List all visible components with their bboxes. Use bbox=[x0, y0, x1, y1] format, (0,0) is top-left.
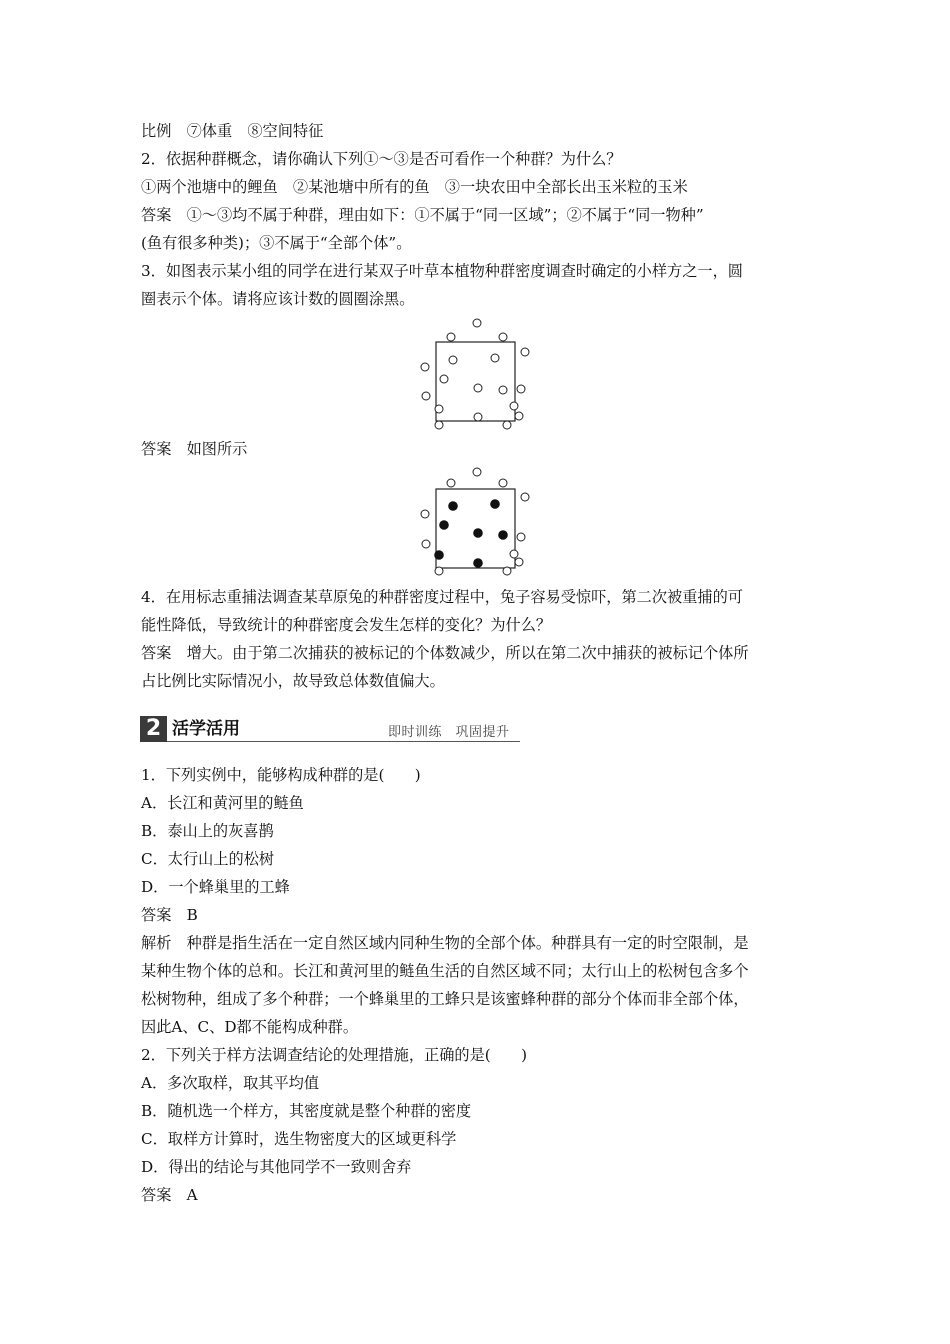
exercise-1-answer: 答案 B bbox=[141, 906, 198, 924]
quadrat-square bbox=[436, 342, 515, 421]
individual-circle bbox=[421, 363, 429, 371]
individual-circle bbox=[499, 479, 507, 487]
individual-circle bbox=[510, 550, 518, 558]
counted-individual bbox=[474, 529, 483, 538]
individual-circle bbox=[515, 558, 523, 566]
counted-individual bbox=[449, 502, 458, 511]
answer-3: 答案 如图所示 bbox=[141, 440, 248, 458]
answer-4-cont: 占比例比实际情况小，故导致总体数值偏大。 bbox=[141, 672, 445, 690]
individual-circle bbox=[473, 468, 481, 476]
individual-circle bbox=[421, 510, 429, 518]
question-3: 3．如图表示某小组的同学在进行某双子叶草本植物种群密度调查时确定的小样方之一，圆 bbox=[141, 262, 743, 280]
individual-circle bbox=[449, 356, 457, 364]
counted-individual bbox=[499, 531, 508, 540]
quadrat-figure-answer bbox=[415, 463, 535, 581]
question-4: 4．在用标志重捕法调查某草原兔的种群密度过程中，兔子容易受惊吓，第二次被重捕的可 bbox=[141, 588, 743, 606]
exercise-1: 1．下列实例中，能够构成种群的是( ) bbox=[141, 766, 421, 784]
question-3-cont: 圈表示个体。请将应该计数的圆圈涂黑。 bbox=[141, 290, 415, 308]
question-2-options: ①两个池塘中的鲤鱼 ②某池塘中所有的鱼 ③一块农田中全部长出玉米粒的玉米 bbox=[141, 178, 688, 196]
individual-circle bbox=[422, 540, 430, 548]
section-title: 活学活用 bbox=[172, 719, 240, 739]
individual-circle bbox=[435, 421, 443, 429]
individual-circle bbox=[517, 385, 525, 393]
counted-individual bbox=[435, 551, 444, 560]
counted-individual bbox=[491, 500, 500, 509]
exercise-2-option-c: C．取样方计算时，选生物密度大的区域更科学 bbox=[141, 1130, 457, 1148]
exercise-2: 2．下列关于样方法调查结论的处理措施，正确的是( ) bbox=[141, 1046, 528, 1064]
exercise-1-analysis-cont: 因此A、C、D都不能构成种群。 bbox=[141, 1018, 359, 1036]
answer-2: 答案 ①～③均不属于种群，理由如下：①不属于“同一区域”；②不属于“同一物种” bbox=[141, 206, 704, 224]
exercise-2-option-d: D．得出的结论与其他同学不一致则舍弃 bbox=[141, 1158, 412, 1176]
individual-circle bbox=[510, 402, 518, 410]
individual-circle bbox=[515, 412, 523, 420]
exercise-1-analysis-cont: 某种生物个体的总和。长江和黄河里的鲢鱼生活的自然区域不同；太行山上的松树包含多个 bbox=[141, 962, 749, 980]
quadrat-figure-question bbox=[415, 314, 535, 434]
question-2: 2．依据种群概念，请你确认下列①～③是否可看作一个种群？为什么？ bbox=[141, 150, 622, 168]
individual-circle bbox=[447, 479, 455, 487]
individual-circle bbox=[499, 386, 507, 394]
exercise-1-option-d: D．一个蜂巢里的工蜂 bbox=[141, 878, 290, 896]
answer-2-cont: (鱼有很多种类)；③不属于“全部个体”。 bbox=[141, 234, 412, 252]
quadrat-square bbox=[436, 489, 515, 568]
section-divider bbox=[167, 741, 520, 742]
individual-circle bbox=[474, 413, 482, 421]
section-banner bbox=[140, 716, 520, 744]
individual-circle bbox=[491, 354, 499, 362]
counted-individual bbox=[440, 521, 449, 530]
exercise-2-answer: 答案 A bbox=[141, 1186, 198, 1204]
individual-circle bbox=[499, 333, 507, 341]
individual-circle bbox=[422, 392, 430, 400]
exercise-2-option-b: B．随机选一个样方，其密度就是整个种群的密度 bbox=[141, 1102, 472, 1120]
individual-circle bbox=[503, 421, 511, 429]
individual-circle bbox=[503, 567, 511, 575]
individual-circle bbox=[521, 493, 529, 501]
individual-circle bbox=[474, 384, 482, 392]
individual-circle bbox=[447, 333, 455, 341]
answer-4: 答案 增大。由于第二次捕获的被标记的个体数减少，所以在第二次中捕获的被标记个体所 bbox=[141, 644, 749, 662]
exercise-1-analysis: 解析 种群是指生活在一定自然区域内同种生物的全部个体。种群具有一定的时空限制，是 bbox=[141, 934, 749, 952]
exercise-1-option-a: A．长江和黄河里的鲢鱼 bbox=[141, 794, 304, 812]
counted-individual bbox=[474, 559, 483, 568]
exercise-2-option-a: A．多次取样，取其平均值 bbox=[141, 1074, 320, 1092]
individual-circle bbox=[517, 533, 525, 541]
section-number-badge: 2 bbox=[140, 716, 167, 742]
text-line: 比例 ⑦体重 ⑧空间特征 bbox=[141, 122, 324, 140]
individual-circle bbox=[435, 405, 443, 413]
exercise-1-option-b: B．泰山上的灰喜鹊 bbox=[141, 822, 274, 840]
individual-circle bbox=[521, 348, 529, 356]
question-4-cont: 能性降低，导致统计的种群密度会发生怎样的变化？为什么？ bbox=[141, 616, 552, 634]
individual-circle bbox=[435, 567, 443, 575]
exercise-1-analysis-cont: 松树物种，组成了多个种群；一个蜂巢里的工蜂只是该蜜蜂种群的部分个体而非全部个体， bbox=[141, 990, 749, 1008]
exercise-1-option-c: C．太行山上的松树 bbox=[141, 850, 275, 868]
individual-circle bbox=[473, 319, 481, 327]
individual-circle bbox=[440, 375, 448, 383]
section-subtitle: 即时训练 巩固提升 bbox=[388, 725, 510, 740]
